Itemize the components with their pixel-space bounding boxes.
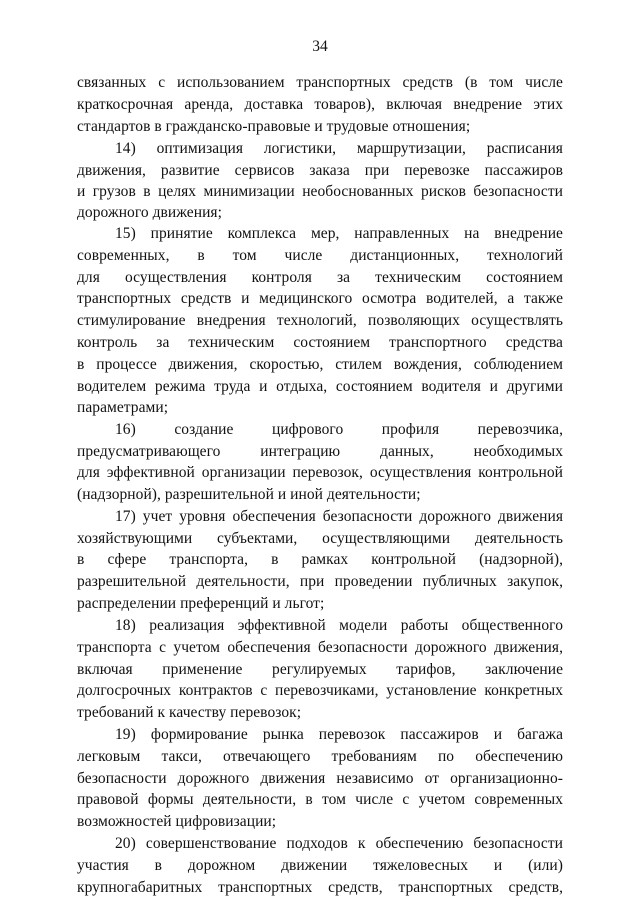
text-line: стандартов в гражданско-правовые и трудовые отношения; [77,118,471,135]
text-line: распределении преференций и льгот; [77,595,325,612]
text-line: 15) принятие комплекса мер, направленных на внедрение [115,225,563,242]
text-line: в процессе движения, скоростью, стилем вождения, соблюдением [77,356,563,373]
text-line: для осуществления контроля за техническим состоянием [77,269,563,286]
text-line: (надзорной), разрешительной и иной деятельности; [77,486,421,503]
text-line: долгосрочных контрактов с перевозчиками, установление конкретных [77,682,563,699]
text-line: 20) совершенствование подходов к обеспечению безопасности [115,835,563,852]
text-line: требований к качеству перевозок; [77,704,302,721]
text-line: безопасности дорожного движения независимо от организационно- [77,770,563,787]
text-line: хозяйствующими субъектами, осуществляющими деятельность [77,530,563,547]
text-line: параметрами; [77,399,169,416]
text-line: легковым такси, отвечающего требованиям по обеспечению [77,748,563,765]
text-line: дорожного движения; [77,204,222,221]
text-line: 14) оптимизация логистики, маршрутизации, расписания [115,140,563,157]
text-line: возможностей цифровизации; [77,813,277,830]
text-line: для эффективной организации перевозок, осуществления контрольной [77,464,563,481]
text-line: контроль за техническим состоянием транспортного средства [77,334,563,351]
text-line: 18) реализация эффективной модели работы общественного [115,617,563,634]
text-line: водителем режима труда и отдыха, состоянием водителя и другими [77,378,563,395]
text-line: 16) создание цифрового профиля перевозчика, [115,421,563,438]
text-line: правовой формы деятельности, в том числе с учетом современных [77,791,563,808]
text-line: крупногабаритных транспортных средств, транспортных средств, [77,879,563,896]
text-line: 17) учет уровня обеспечения безопасности дорожного движения [115,508,563,525]
text-line: современных, в том числе дистанционных, технологий [77,247,563,264]
text-line: транспортных средств и медицинского осмотра водителей, а также [77,290,563,307]
text-line: 19) формирование рынка перевозок пассажиров и багажа [115,726,563,743]
page-number: 34 [312,38,328,55]
text-line: участия в дорожном движении тяжеловесных и (или) [77,857,563,874]
text-line: стимулирование внедрения технологий, позволяющих осуществлять [77,312,563,329]
text-line: движения, развитие сервисов заказа при перевозке пассажиров [77,162,563,179]
text-line: связанных с использованием транспортных средств (в том числе [77,74,563,91]
text-line: в сфере транспорта, в рамках контрольной (надзорной), [77,551,563,568]
text-line: разрешительной деятельности, при проведении публичных закупок, [77,573,563,590]
text-line: предусматривающего интеграцию данных, необходимых [77,443,563,460]
text-line: краткосрочная аренда, доставка товаров), включая внедрение этих [77,96,563,113]
text-line: транспорта с учетом обеспечения безопасности дорожного движения, [77,639,563,656]
text-line: включая применение регулируемых тарифов, заключение [77,661,563,678]
text-line: и грузов в целях минимизации необоснованных рисков безопасности [77,183,563,200]
